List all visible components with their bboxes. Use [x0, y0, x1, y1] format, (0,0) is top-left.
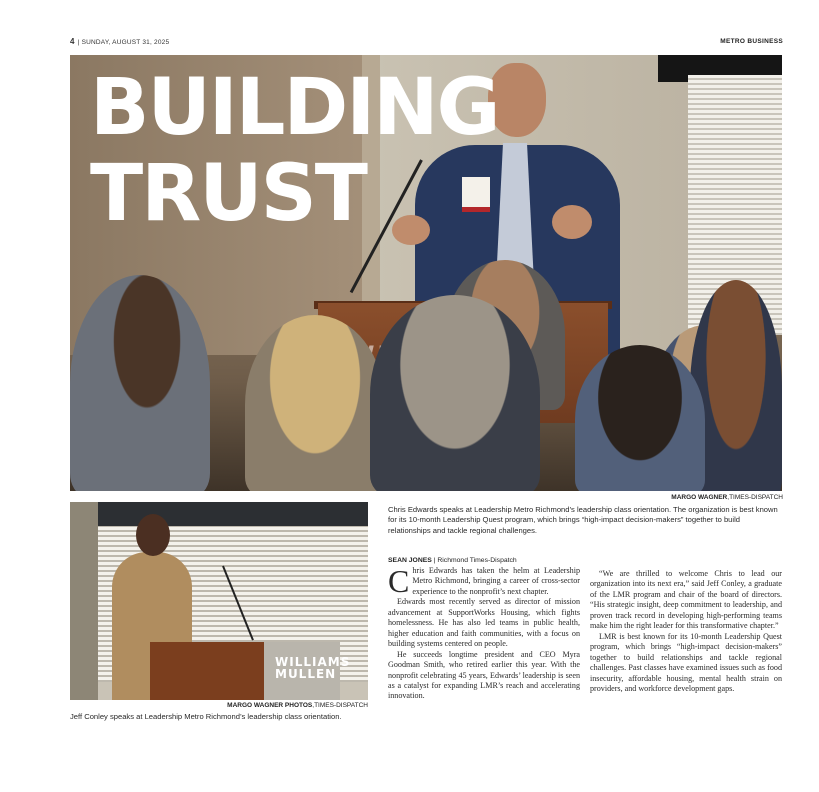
headline-line1: BUILDING [90, 63, 499, 153]
speaker-head [136, 514, 170, 556]
article-paragraph [388, 563, 580, 599]
speaker-hand [552, 205, 592, 239]
credit-org: ,TIMES-DISPATCH [312, 702, 368, 709]
podium-logo-line1: WILLIAMS [275, 655, 351, 669]
article-paragraph: He succeeds longtime president and CEO Myra Goodman Smith, who retired earlier this year. With the nonprofit celebrating 45 years, Edwards’ leadership is seen as a catalyst for expanding LMR’s reach and accelerating innovation. [388, 649, 580, 701]
audience-member [370, 295, 540, 491]
audience-member [245, 315, 385, 491]
paragraph-text: hris Edwards has taken the helm at Leadership Metro Richmond, bringing a career of cross-sector experience to the nonprofit’s next chapter. [412, 566, 580, 596]
page-number: 4 [70, 37, 75, 46]
byline-org: | Richmond Times-Dispatch [431, 557, 517, 564]
credit-org: ,TIMES-DISPATCH [727, 494, 783, 501]
headline-line2: TRUST [90, 149, 366, 239]
main-photo-credit [671, 494, 783, 501]
secondary-photo-credit [70, 702, 368, 709]
podium-logo-line2: MULLEN [275, 667, 337, 681]
credit-name: MARGO WAGNER [671, 494, 728, 501]
audience-member [70, 275, 210, 491]
page-date: SUNDAY, AUGUST 31, 2025 [81, 39, 170, 46]
byline-name: SEAN JONES [388, 557, 432, 564]
secondary-photo-caption: Jeff Conley speaks at Leadership Metro Richmond’s leadership class orientation. [70, 712, 342, 721]
article-column-2 [590, 569, 782, 694]
credit-name: MARGO WAGNER PHOTOS [227, 702, 313, 709]
section-name: METRO BUSINESS [720, 38, 783, 45]
secondary-photo [70, 502, 368, 700]
podium-logo [275, 656, 350, 680]
photo-wall [70, 502, 98, 700]
article-paragraph: Edwards most recently served as director of mission advancement at SupportWorks Housing, which fights homelessness. He has also led teams in public health, higher education and faith communities, with a focus on building systems centered on people. [388, 597, 580, 649]
page-folio: 4 | SUNDAY, AUGUST 31, 2025 [70, 37, 170, 46]
headline [90, 65, 499, 237]
main-photo-caption: Chris Edwards speaks at Leadership Metro Richmond’s leadership class orientation. The organization is best known for its 10-month Leadership Quest program, which brings “high-impact decision-makers” together to build relationships and tackle regional challenges. [388, 505, 778, 535]
article-column-1 [388, 563, 580, 702]
drop-cap: C [388, 563, 410, 599]
article-paragraph: LMR is best known for its 10-month Leadership Quest program, which brings “high-impact decision-makers” together to build relationships and tackle regional challenges. Past classes have examined issues such as food insecurity, affordable housing, mental health strain on providers, and workforce development gaps. [590, 631, 782, 693]
main-photo [70, 55, 782, 491]
audience-member [575, 345, 705, 491]
article-paragraph: “We are thrilled to welcome Chris to lead our organization into its next era,” said Jeff Conley, a graduate of the LMR program and chair of the board of directors. “His strategic insight, deep commitment to leadership, and proven track record in developing high-performing teams make him the right leader for this transformative chapter.” [590, 569, 782, 631]
